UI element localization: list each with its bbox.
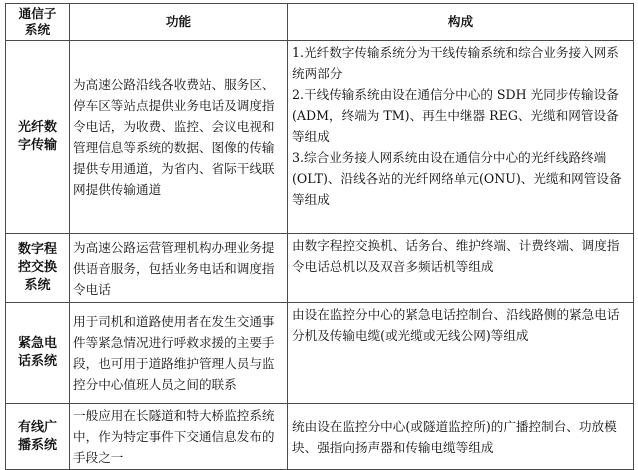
table-row [6, 303, 634, 404]
function-cell: 一般应用在长隧道和特大桥监控系统中，作为特定事件下交通信息发布的手段之一 [70, 404, 288, 470]
telecom-subsystems-table [5, 3, 634, 470]
system-name-cell: 数字程控交换系统 [6, 234, 70, 303]
table-row [6, 234, 634, 303]
header-composition: 构成 [288, 4, 634, 41]
composition-cell: 由数字程控交换机、话务台、维护终端、计费终端、调度指令电话总机以及双音多频话机等组成 [288, 234, 634, 303]
table-header-row [6, 4, 634, 41]
function-cell: 为高速公路沿线各收费站、服务区、停车区等站点提供业务电话及调度指令电话，为收费、监控、会议电视和管理信息等系统的数据、图像的传输提供专用通道，为省内、省际干线联网提供传输通道 [70, 41, 288, 234]
composition-cell [288, 41, 634, 234]
composition-cell: 由设在监控分中心的紧急电话控制台、沿线路侧的紧急电话分机及传输电缆(或光缆或无线公网)等组成 [288, 303, 634, 404]
system-name-cell: 光纤数字传输 [6, 41, 70, 234]
system-name-cell: 有线广播系统 [6, 404, 70, 470]
document-table-wrapper [5, 3, 634, 470]
header-function: 功能 [70, 4, 288, 41]
composition-item: 3.综合业务接人网系统由设在通信分中心的光纤线路终端(OLT)、沿线各站的光纤网络单元(ONU)、光缆和网管设备等组成 [292, 150, 622, 207]
function-cell: 为高速公路运营管理机构办理业务提供语音服务，包括业务电话和调度指令电话 [70, 234, 288, 303]
composition-item: 2.干线传输系统由设在通信分中心的 SDH 光同步传输设备(ADM，终端为 TM)、再生中继器 REG、光缆和网管设备等组成 [292, 87, 619, 144]
composition-item: 1.光纤数字传输系统分为干线传输系统和综合业务接入网系统两部分 [292, 45, 619, 81]
function-cell: 用于司机和道路使用者在发生交通事件等紧急情况进行呼救求援的主要手段，也可用于道路维护管理人员与监控分中心值班人员之间的联系 [70, 303, 288, 404]
system-name-cell: 紧急电话系统 [6, 303, 70, 404]
composition-cell: 统由设在监控分中心(或隧道监控所)的广播控制台、功放模块、强指向扬声器和传输电缆等组成 [288, 404, 634, 470]
table-row [6, 41, 634, 234]
header-system: 通信子系统 [6, 4, 70, 41]
table-row [6, 404, 634, 470]
